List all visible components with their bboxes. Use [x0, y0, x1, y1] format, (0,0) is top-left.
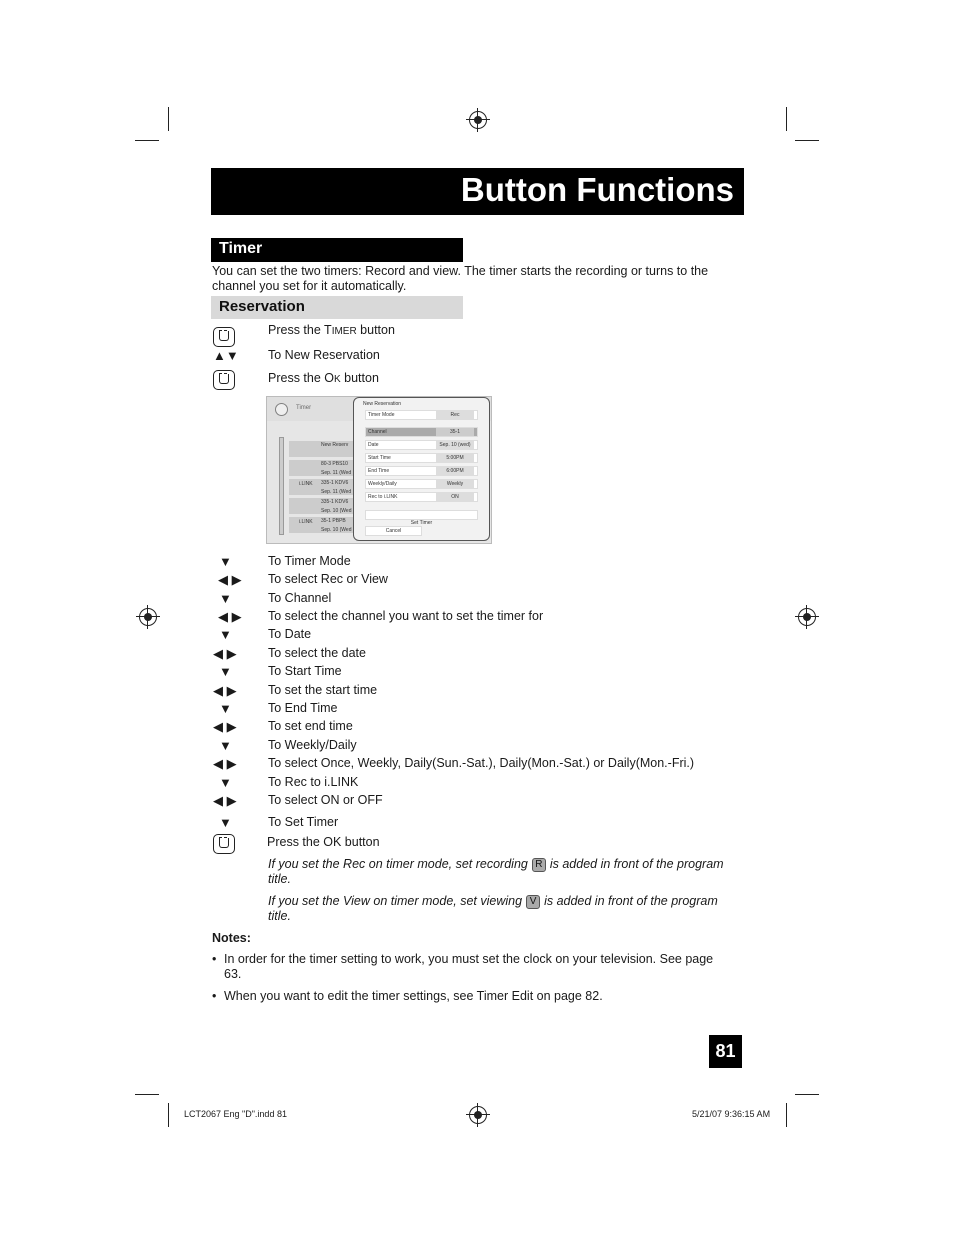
view-note: If you set the View on timer mode, set viewing V is added in front of the program title.: [268, 894, 718, 923]
section-title: Timer: [219, 240, 263, 257]
channel-row[interactable]: Channel 35-1: [365, 427, 478, 437]
date-row[interactable]: Date Sep. 10 (wed): [365, 440, 478, 450]
record-badge-icon: R: [532, 858, 546, 872]
left-right-arrow-icon: ◀ ▶: [213, 719, 237, 734]
page-title-bar: [211, 168, 744, 215]
weekly-daily-row[interactable]: Weekly/Daily Weekly: [365, 479, 478, 489]
intro-text: You can set the two timers: Record and view. The timer starts the recording or turns to the channel you set for it automatically.: [212, 264, 709, 293]
footer-filename: LCT2067 Eng "D".indd 81: [184, 1109, 287, 1119]
step-text: To select Rec or View: [268, 572, 388, 586]
crop-mark: [795, 140, 819, 141]
crop-mark: [135, 1094, 159, 1095]
registration-mark-icon: [469, 1106, 487, 1124]
step-text: Press the TIMER button: [268, 323, 395, 337]
ilink-badge: i.LINK: [299, 481, 313, 487]
step-text: To Timer Mode: [268, 554, 351, 568]
hand-press-icon: [213, 327, 235, 347]
registration-mark-icon: [469, 111, 487, 129]
set-timer-button[interactable]: Set Timer: [365, 510, 478, 520]
list-item-date: Sep. 10 (Wed: [321, 527, 352, 533]
step-text: To select the channel you want to set the timer for: [268, 609, 544, 623]
section-title: Reservation: [219, 298, 305, 315]
down-arrow-icon: ▼: [219, 591, 232, 606]
down-arrow-icon: ▼: [219, 554, 232, 569]
left-right-arrow-icon: ◀ ▶: [218, 609, 242, 624]
hand-press-icon: [213, 834, 235, 854]
footer-timestamp: 5/21/07 9:36:15 AM: [692, 1109, 771, 1119]
bullet: •: [212, 952, 217, 966]
step-text: Press the OK button: [268, 371, 379, 385]
step-text: To set the start time: [268, 683, 378, 697]
step-text: To set end time: [268, 719, 353, 733]
dialog-title: New Reservation: [363, 401, 402, 407]
note-item: When you want to edit the timer settings, see Timer Edit on page 82.: [224, 989, 603, 1003]
step-text: To Date: [268, 627, 312, 641]
left-right-arrow-icon: ◀ ▶: [213, 756, 237, 771]
step-text: To select the date: [268, 646, 366, 660]
down-arrow-icon: ▼: [219, 738, 232, 753]
crop-mark: [795, 1094, 819, 1095]
bullet: •: [212, 989, 217, 1003]
list-item: 80-3 PBS10: [321, 461, 348, 467]
registration-mark-icon: [798, 608, 816, 626]
new-reservation-dialog: [353, 397, 490, 541]
rec-ilink-row[interactable]: Rec to i.LINK ON: [365, 492, 478, 502]
left-right-arrow-icon: ◀ ▶: [218, 572, 242, 587]
step-text: To Start Time: [268, 664, 342, 678]
crop-mark: [168, 107, 169, 131]
timer-mode-row[interactable]: Timer Mode Rec: [365, 410, 478, 420]
list-item-date: Sep. 10 (Wed: [321, 508, 352, 514]
list-item: 35-1 PBPB: [321, 518, 346, 524]
list-item-date: Sep. 11 (Wed: [321, 489, 352, 495]
step-text: To Rec to i.LINK: [268, 775, 359, 789]
notes-heading: Notes:: [212, 931, 251, 945]
list-item: 335-1 KDV6: [321, 480, 349, 486]
left-right-arrow-icon: ◀ ▶: [213, 793, 237, 808]
crop-mark: [786, 1103, 787, 1127]
note-item: In order for the timer setting to work, you must set the clock on your television. See page 63.: [224, 952, 714, 981]
list-item: 335-1 KDV6: [321, 499, 349, 505]
crop-mark: [135, 140, 159, 141]
list-item: New Reserv: [321, 442, 349, 448]
down-arrow-icon: ▼: [219, 775, 232, 790]
section-header-timer: [211, 238, 463, 262]
section-header-reservation: [211, 296, 463, 319]
crop-mark: [168, 1103, 169, 1127]
page-number-box: [709, 1035, 742, 1068]
registration-mark-icon: [139, 608, 157, 626]
down-arrow-icon: ▼: [219, 701, 232, 716]
left-right-arrow-icon: ◀ ▶: [213, 683, 237, 698]
down-arrow-icon: ▼: [219, 664, 232, 679]
step-text: To End Time: [268, 701, 338, 715]
list-item-date: Sep. 11 (Wed: [321, 470, 352, 476]
step-text: To Channel: [268, 591, 332, 605]
timer-screen-illustration: [266, 396, 492, 544]
step-text: Press the OK button: [267, 835, 380, 849]
panel-title: Timer: [296, 405, 312, 411]
scrollbar[interactable]: [279, 437, 284, 535]
step-text: To New Reservation: [268, 348, 380, 362]
hand-press-icon: [213, 370, 235, 390]
page-number: 81: [715, 1041, 736, 1061]
cancel-button[interactable]: Cancel: [365, 526, 422, 536]
down-arrow-icon: ▼: [219, 627, 232, 642]
step-text: To select ON or OFF: [268, 793, 383, 807]
step-text: To Set Timer: [268, 815, 339, 829]
end-time-row[interactable]: End Time 6:00PM: [365, 466, 478, 476]
view-badge-icon: V: [526, 895, 540, 909]
start-time-row[interactable]: Start Time 5:00PM: [365, 453, 478, 463]
page-title: Button Functions: [460, 171, 734, 208]
step-text: To Weekly/Daily: [268, 738, 357, 752]
crop-mark: [786, 107, 787, 131]
down-arrow-icon: ▼: [219, 815, 232, 830]
up-down-arrow-icon: ▲▼: [213, 348, 239, 363]
rec-note: If you set the Rec on timer mode, set recording R is added in front of the program title.: [268, 857, 724, 886]
ilink-badge: i.LINK: [299, 519, 313, 525]
left-right-arrow-icon: ◀ ▶: [213, 646, 237, 661]
step-text: To select Once, Weekly, Daily(Sun.-Sat.), Daily(Mon.-Sat.) or Daily(Mon.-Fri.): [268, 756, 695, 770]
